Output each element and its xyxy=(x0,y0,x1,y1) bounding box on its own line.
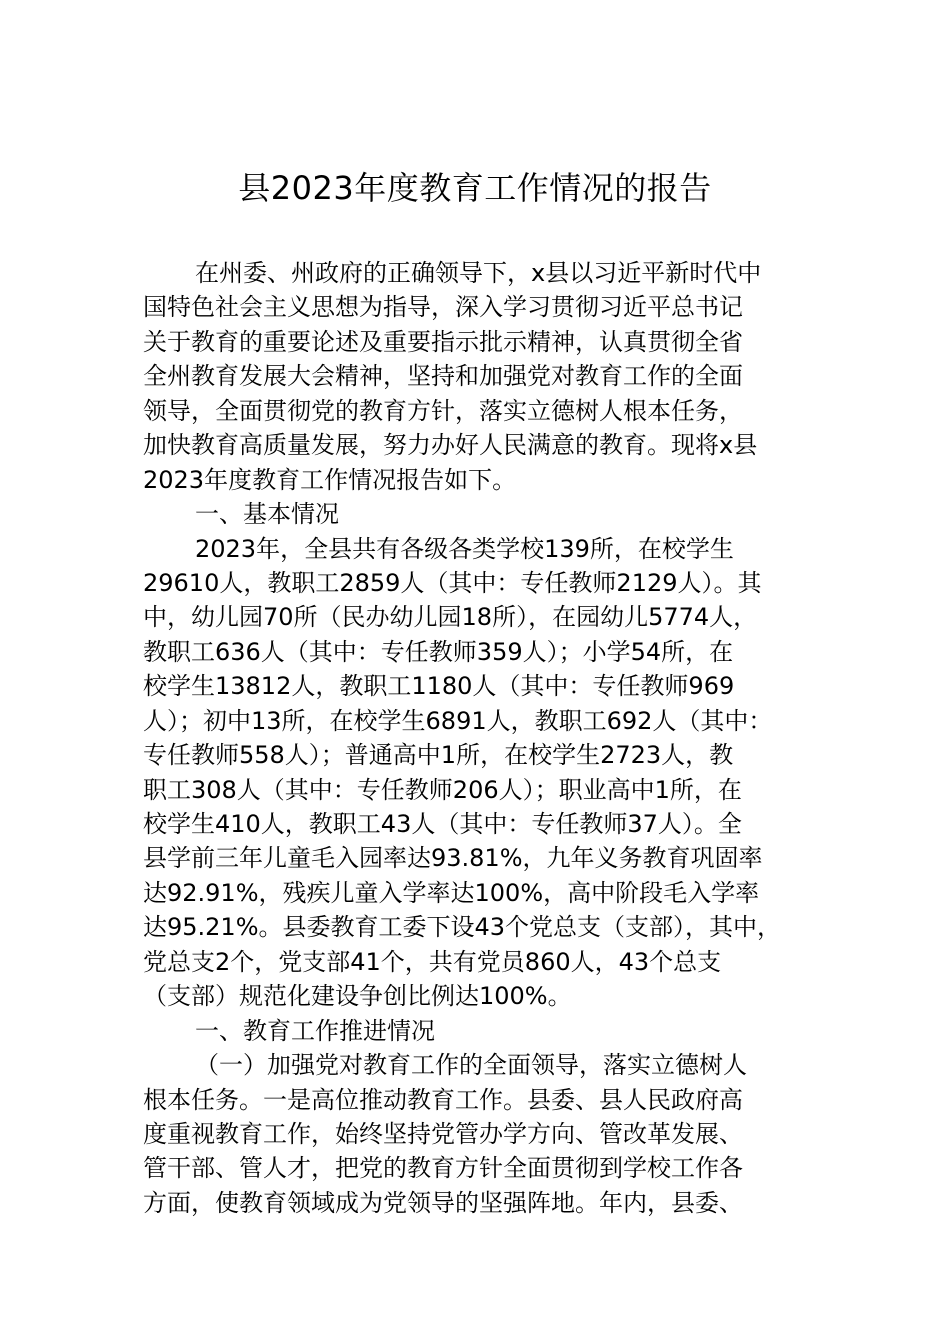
paragraph-line: 领导，全面贯彻党的教育方针，落实立德树人根本任务， xyxy=(143,396,743,425)
section-heading: 一、教育工作推进情况 xyxy=(195,1016,435,1045)
paragraph-line: 县学前三年儿童毛入园率达93.81%，九年义务教育巩固率 xyxy=(143,844,763,873)
paragraph-line: 职工308人（其中：专任教师206人）；职业高中1所，在 xyxy=(143,775,742,804)
paragraph-line: 2023年，全县共有各级各类学校139所，在校学生 xyxy=(195,534,734,563)
paragraph-line: 全州教育发展大会精神，坚持和加强党对教育工作的全面 xyxy=(143,362,743,391)
paragraph-line: 国特色社会主义思想为指导，深入学习贯彻习近平总书记 xyxy=(143,293,743,322)
paragraph-line: 达95.21%。县委教育工委下设43个党总支（支部），其中， xyxy=(143,913,782,942)
section-heading: 一、基本情况 xyxy=(195,500,339,529)
paragraph-line: 加快教育高质量发展，努力办好人民满意的教育。现将x县 xyxy=(143,431,758,460)
paragraph-line: 专任教师558人）；普通高中1所，在校学生2723人，教 xyxy=(143,741,734,770)
paragraph-line: 在州委、州政府的正确领导下，x县以习近平新时代中 xyxy=(195,259,762,287)
document-title: 县2023年度教育工作情况的报告 xyxy=(238,169,712,207)
paragraph-line: 方面，使教育领域成为党领导的坚强阵地。年内，县委、 xyxy=(143,1188,743,1217)
paragraph-line: 关于教育的重要论述及重要指示批示精神，认真贯彻全省 xyxy=(143,327,743,356)
paragraph-line: 达92.91%，残疾儿童入学率达100%，高中阶段毛入学率 xyxy=(143,878,760,907)
paragraph-line: 2023年度教育工作情况报告如下。 xyxy=(143,465,517,494)
document-body xyxy=(143,256,843,1220)
paragraph-line: 校学生13812人，教职工1180人（其中：专任教师969 xyxy=(143,672,735,701)
paragraph-line: 人）；初中13所，在校学生6891人，教职工692人（其中： xyxy=(143,706,773,735)
paragraph-line: 中，幼儿园70所（民办幼儿园18所），在园幼儿5774人， xyxy=(143,603,758,632)
paragraph-line: 29610人，教职工2859人（其中：专任教师2129人）。其 xyxy=(143,568,762,597)
paragraph-line: 度重视教育工作，始终坚持党管办学方向、管改革发展、 xyxy=(143,1119,743,1148)
paragraph-line: 根本任务。一是高位推动教育工作。县委、县人民政府高 xyxy=(143,1085,743,1114)
paragraph-line: 党总支2个，党支部41个，共有党员860人，43个总支 xyxy=(143,947,722,976)
paragraph-line: 管干部、管人才，把党的教育方针全面贯彻到学校工作各 xyxy=(143,1154,743,1183)
paragraph-line: 教职工636人（其中：专任教师359人）；小学54所，在 xyxy=(143,637,734,666)
paragraph-line: （一）加强党对教育工作的全面领导，落实立德树人 xyxy=(195,1051,747,1080)
paragraph-line: （支部）规范化建设争创比例达100%。 xyxy=(143,982,572,1011)
paragraph-line: 校学生410人，教职工43人（其中：专任教师37人）。全 xyxy=(143,810,742,838)
